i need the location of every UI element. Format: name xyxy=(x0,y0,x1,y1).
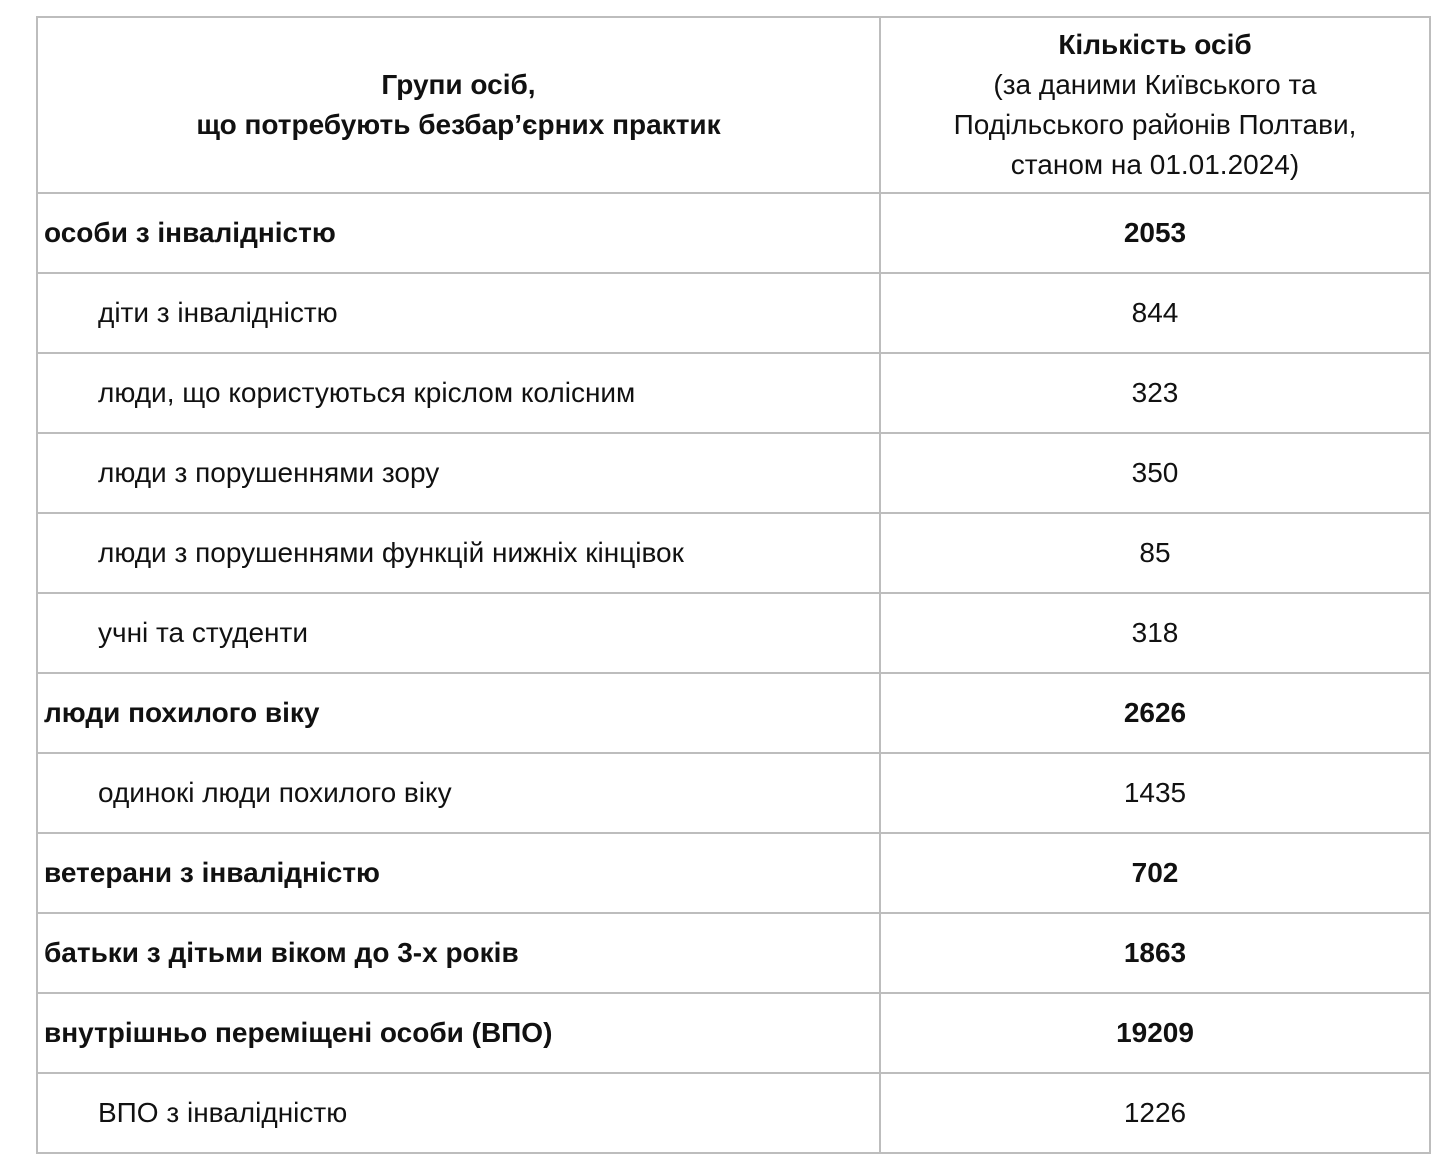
header-groups-line1: Групи осіб, xyxy=(381,69,536,100)
header-groups-line2: що потребують безбар’єрних практик xyxy=(196,109,721,140)
header-count-line4: станом на 01.01.2024) xyxy=(1010,149,1300,180)
group-cell: люди з порушеннями функцій нижніх кінцівок xyxy=(37,513,880,593)
population-groups-table xyxy=(36,16,1431,1154)
group-cell: діти з інвалідністю xyxy=(37,273,880,353)
table-row xyxy=(37,353,1430,433)
table-row xyxy=(37,433,1430,513)
table-row xyxy=(37,753,1430,833)
table-row xyxy=(37,273,1430,353)
group-cell: одинокі люди похилого віку xyxy=(37,753,880,833)
header-count-line3: Подільського районів Полтави, xyxy=(953,109,1357,140)
count-cell: 350 xyxy=(880,433,1430,513)
count-cell: 1435 xyxy=(880,753,1430,833)
count-cell: 19209 xyxy=(880,993,1430,1073)
group-cell: люди з порушеннями зору xyxy=(37,433,880,513)
header-count-title: Кількість осіб xyxy=(1058,29,1252,60)
count-cell: 1863 xyxy=(880,913,1430,993)
count-cell: 844 xyxy=(880,273,1430,353)
table-row xyxy=(37,1073,1430,1153)
table-row xyxy=(37,673,1430,753)
count-cell: 1226 xyxy=(880,1073,1430,1153)
header-groups xyxy=(37,17,880,193)
group-cell: люди, що користуються кріслом колісним xyxy=(37,353,880,433)
table-row xyxy=(37,913,1430,993)
table-row xyxy=(37,593,1430,673)
header-count-line2: (за даними Київського та xyxy=(993,69,1317,100)
count-cell: 2053 xyxy=(880,193,1430,273)
count-cell: 323 xyxy=(880,353,1430,433)
group-cell: учні та студенти xyxy=(37,593,880,673)
count-cell: 318 xyxy=(880,593,1430,673)
count-cell: 702 xyxy=(880,833,1430,913)
table-header-row xyxy=(37,17,1430,193)
table-row xyxy=(37,833,1430,913)
header-count xyxy=(880,17,1430,193)
count-cell: 85 xyxy=(880,513,1430,593)
table-row xyxy=(37,193,1430,273)
group-cell: внутрішньо переміщені особи (ВПО) xyxy=(37,993,880,1073)
group-cell: особи з інвалідністю xyxy=(37,193,880,273)
table-row xyxy=(37,993,1430,1073)
group-cell: батьки з дітьми віком до 3-х років xyxy=(37,913,880,993)
count-cell: 2626 xyxy=(880,673,1430,753)
group-cell: ветерани з інвалідністю xyxy=(37,833,880,913)
group-cell: ВПО з інвалідністю xyxy=(37,1073,880,1153)
table-body xyxy=(37,193,1430,1153)
group-cell: люди похилого віку xyxy=(37,673,880,753)
table-row xyxy=(37,513,1430,593)
